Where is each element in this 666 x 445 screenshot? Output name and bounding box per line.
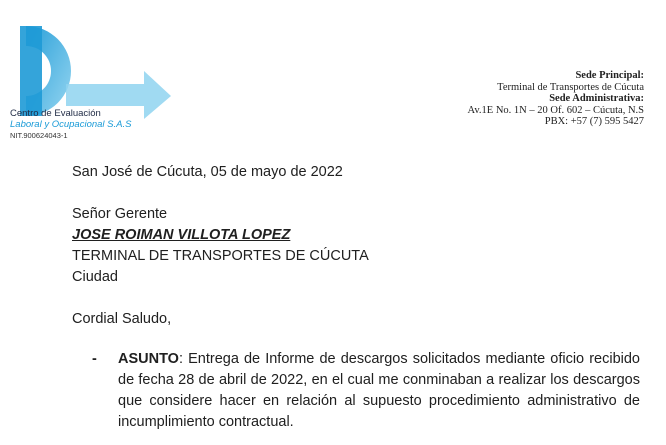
greeting: Cordial Saludo, <box>72 311 172 327</box>
company-name-line1: Centro de Evaluación <box>10 108 101 119</box>
sede-principal-value: Terminal de Transportes de Cúcuta <box>497 81 644 93</box>
recipient-city: Ciudad <box>72 269 118 285</box>
company-name-block <box>10 108 131 141</box>
sede-admin-label: Sede Administrativa: <box>549 93 644 104</box>
company-name-line2: Laboral y Ocupacional S.A.S <box>10 119 132 130</box>
cevo-logo-icon <box>6 16 176 121</box>
bullet-dash: - <box>92 351 97 367</box>
letter-date: San José de Cúcuta, 05 de mayo de 2022 <box>72 164 343 180</box>
subject-paragraph <box>94 349 640 433</box>
sede-info <box>384 70 644 128</box>
recipient-name: JOSE ROIMAN VILLOTA LOPEZ <box>72 227 291 243</box>
subject-label: ASUNTO <box>118 351 179 367</box>
sede-pbx: PBX: +57 (7) 595 5427 <box>544 116 644 127</box>
company-nit: NIT.900624043-1 <box>10 131 68 140</box>
recipient-title: Señor Gerente <box>72 206 168 222</box>
recipient-org: TERMINAL DE TRANSPORTES DE CÚCUTA <box>72 248 369 264</box>
sede-principal-label: Sede Principal: <box>575 70 644 81</box>
sede-admin-address: Av.1E No. 1N – 20 Of. 602 – Cúcuta, N.S <box>467 104 644 116</box>
subject-text: : Entrega de Informe de descargos solicitados mediante oficio recibido de fecha 28 de abril de 2022, en el cual me conminaban a realizar los descargos que considere hacer en relación al supuesto procedimiento administrativo de incumplimiento contractual. <box>118 351 640 430</box>
